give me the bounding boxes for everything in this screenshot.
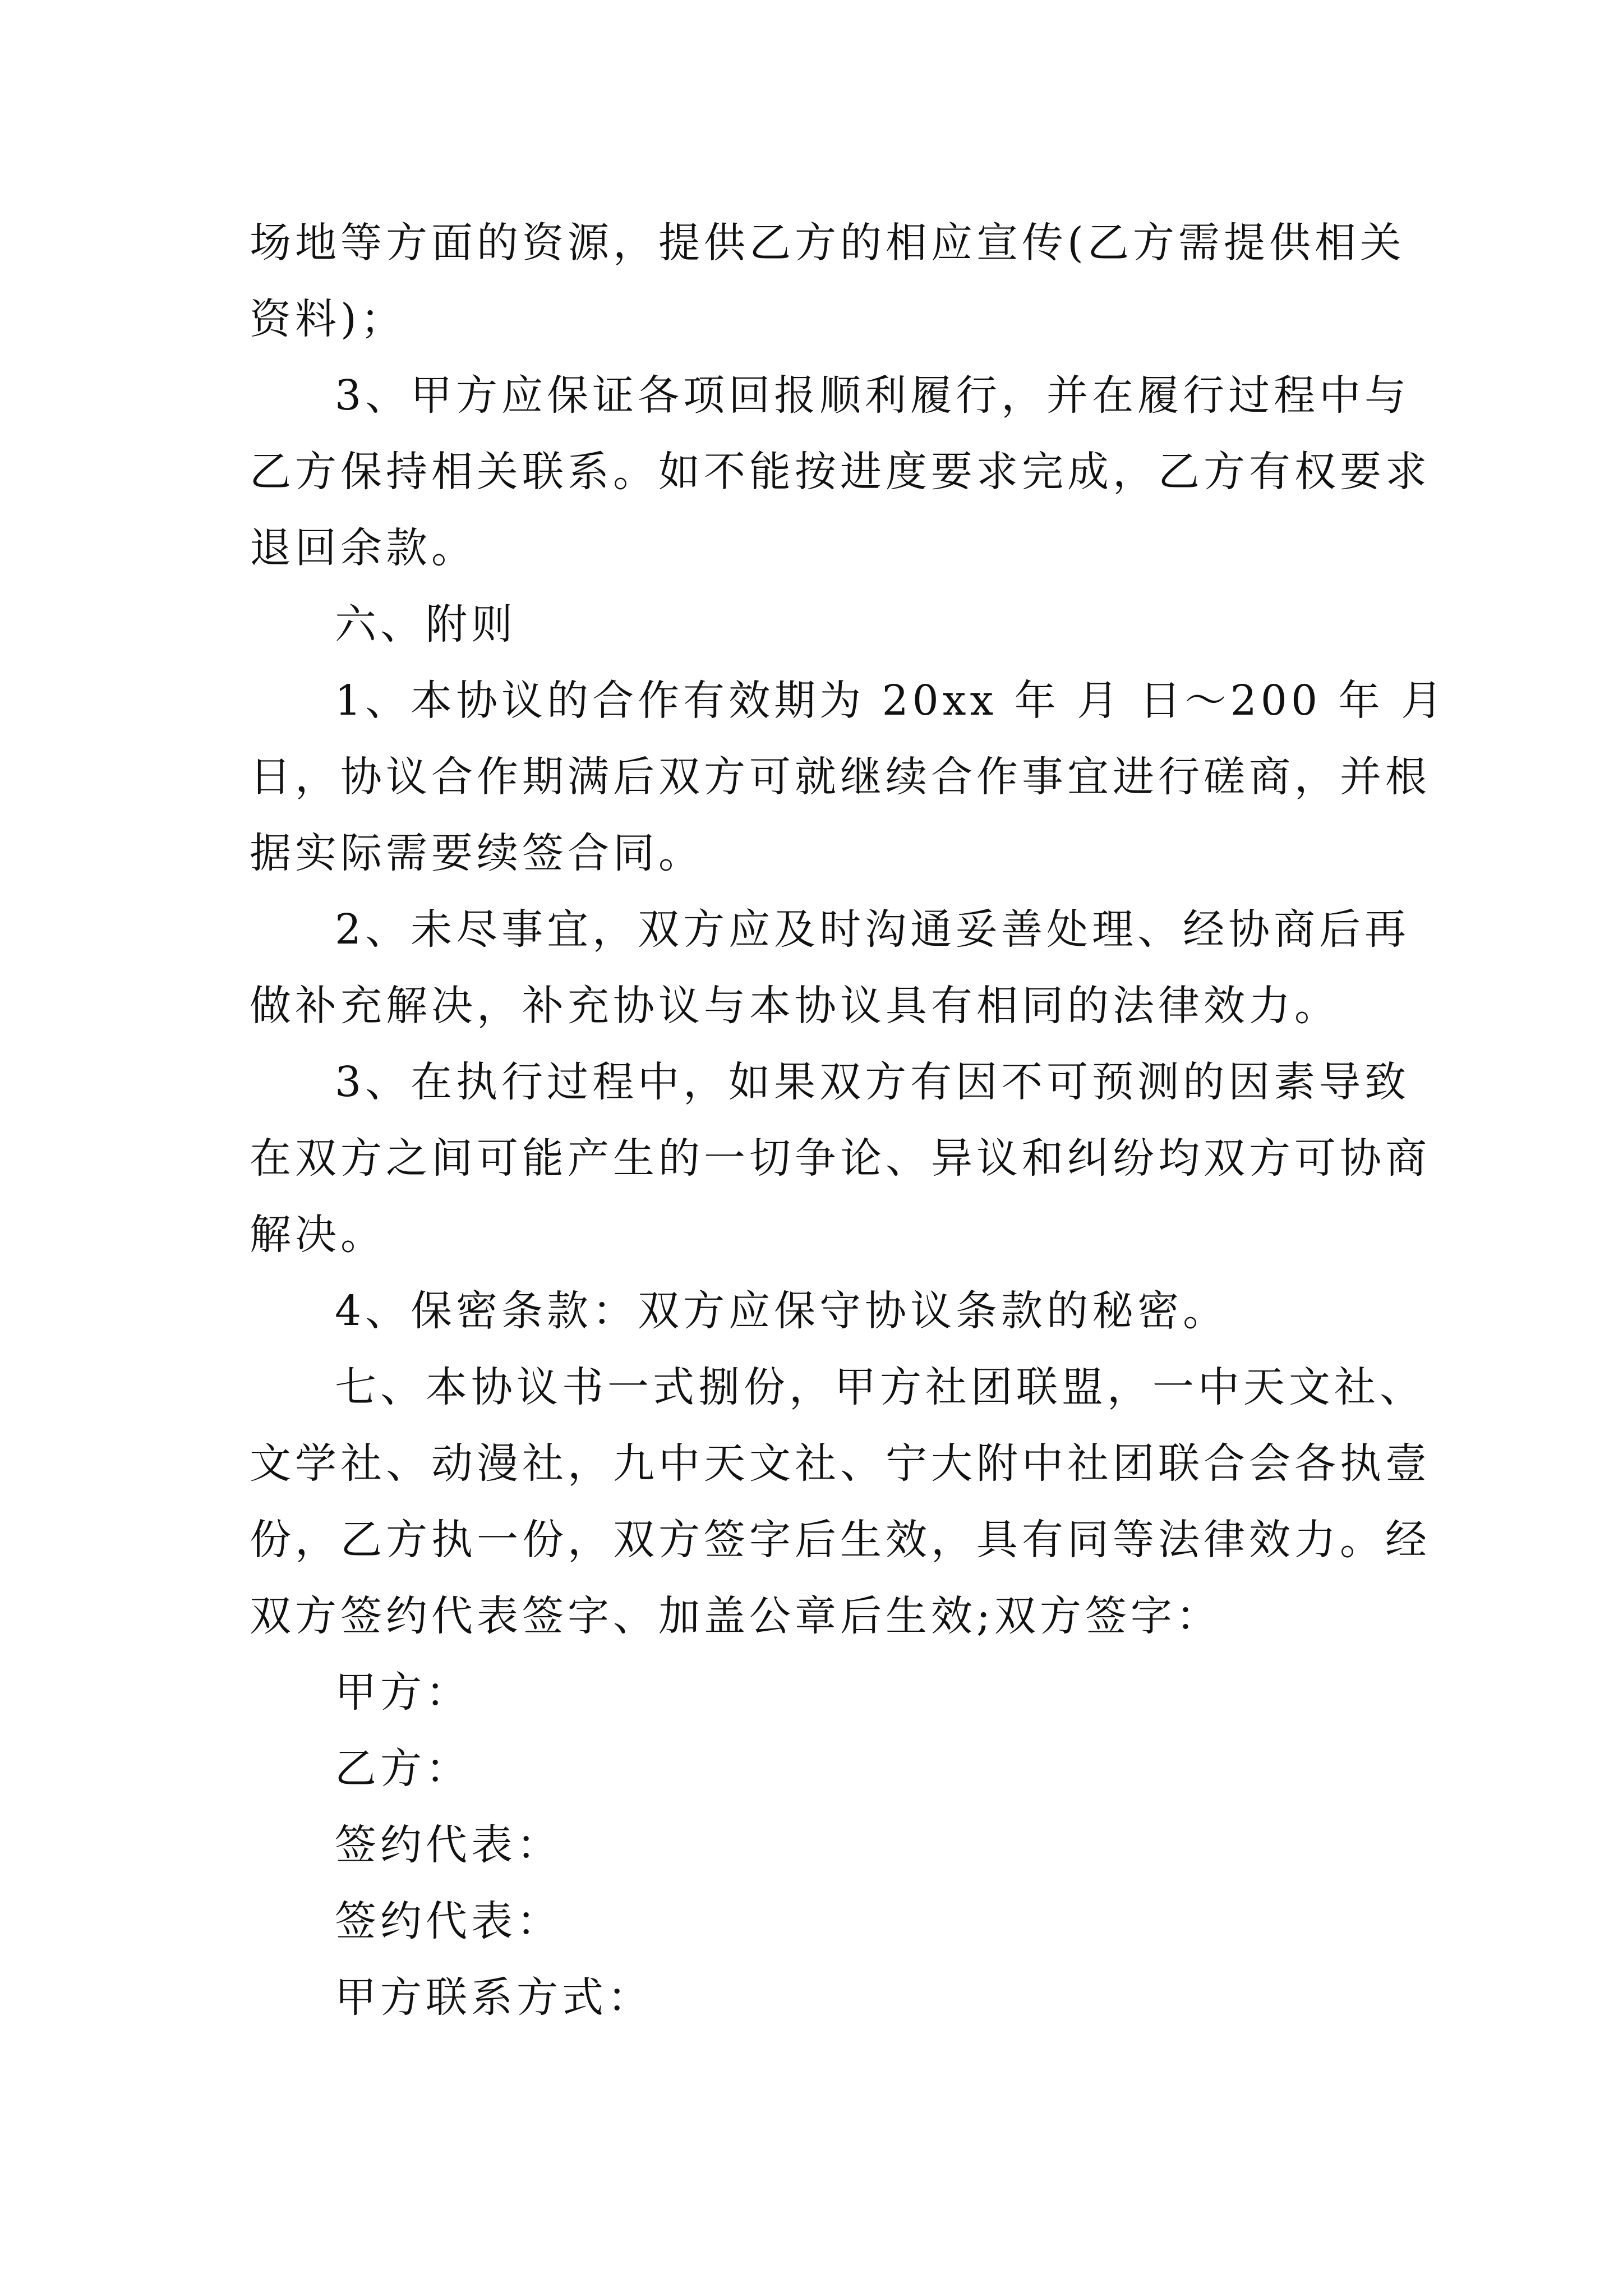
clause-line-3: 3、甲方应保证各项回报顺利履行，并在履行过程中与: [335, 371, 1410, 420]
clause-line-16: 七、本协议书一式捌份，甲方社团联盟，一中天文社、: [335, 1363, 1425, 1411]
clause-line-5: 退回余款。: [250, 524, 477, 572]
document-body: [250, 205, 1447, 2036]
section-heading-appendix: 六、附则: [335, 600, 517, 648]
clause-line-1: 场地等方面的资源，提供乙方的相应宣传(乙方需提供相关: [250, 219, 1405, 267]
clause-line-14: 解决。: [250, 1211, 386, 1259]
clause-line-9: 据实际需要续签合同。: [250, 829, 704, 877]
clause-line-8: 日，协议合作期满后双方可就继续合作事宜进行磋商，并根: [250, 753, 1431, 801]
clause-line-17: 文学社、动漫社，九中天文社、宁大附中社团联合会各执壹: [250, 1439, 1431, 1488]
clause-line-11: 做补充解决，补充协议与本协议具有相同的法律效力。: [250, 982, 1340, 1030]
clause-line-18: 份，乙方执一份，双方签字后生效，具有同等法律效力。经: [250, 1516, 1431, 1564]
signature-representative-2: 签约代表：: [335, 1897, 562, 1945]
signature-party-b: 乙方：: [335, 1745, 471, 1793]
signature-party-a: 甲方：: [335, 1668, 471, 1717]
clause-line-10: 2、未尽事宜，双方应及时沟通妥善处理、经协商后再: [335, 905, 1410, 954]
clause-line-7: 1、本协议的合作有效期为 20xx 年 月 日～200 年 月: [335, 677, 1447, 725]
clause-line-15: 4、保密条款：双方应保守协议条款的秘密。: [335, 1287, 1229, 1335]
clause-line-4: 乙方保持相关联系。如不能按进度要求完成，乙方有权要求: [250, 448, 1431, 496]
clause-line-13: 在双方之间可能产生的一切争论、异议和纠纷均双方可协商: [250, 1134, 1431, 1182]
clause-line-19: 双方签约代表签字、加盖公章后生效;双方签字：: [250, 1592, 1221, 1640]
party-a-contact: 甲方联系方式：: [335, 1973, 653, 2022]
signature-representative-1: 签约代表：: [335, 1821, 562, 1869]
clause-line-12: 3、在执行过程中，如果双方有因不可预测的因素导致: [335, 1058, 1410, 1106]
clause-line-2: 资料)；: [250, 295, 406, 343]
